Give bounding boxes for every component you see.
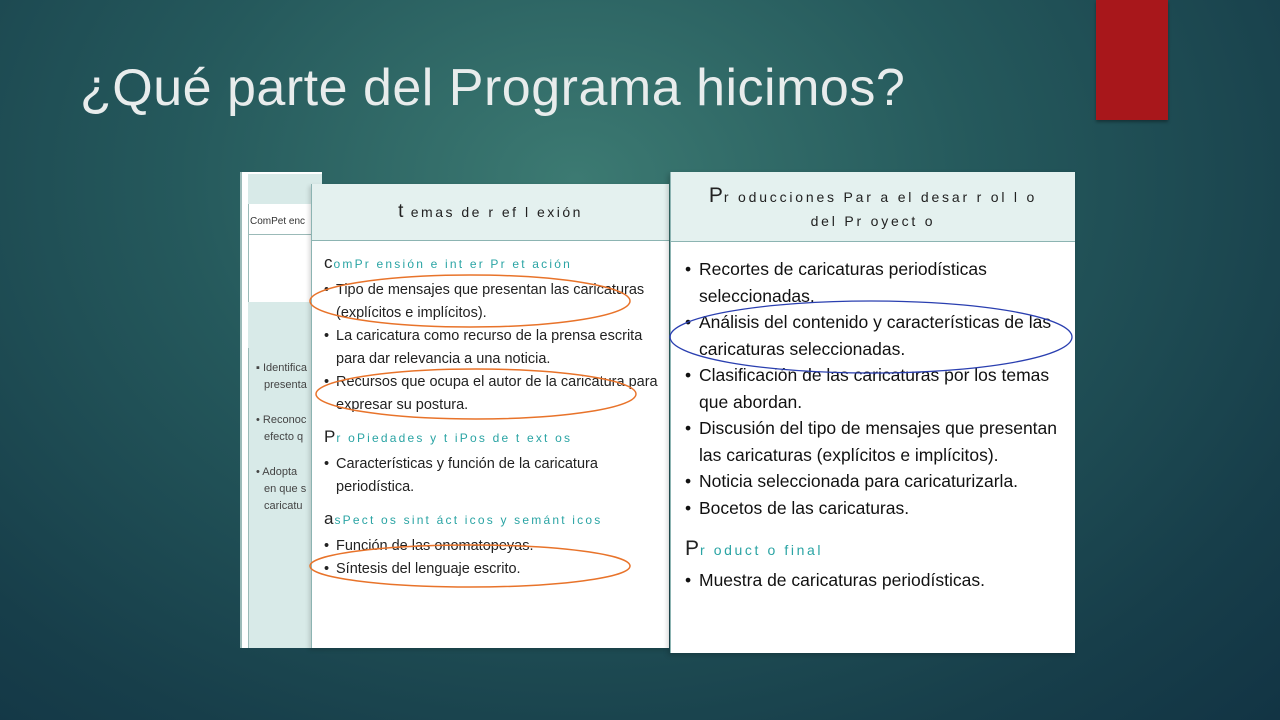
list-item: • Bocetos de las caricaturas.: [685, 495, 1075, 522]
propiedades-list: [324, 453, 669, 499]
temas-reflexion-page: [311, 184, 669, 648]
list-item: • Tipo de mensajes que presentan las caricaturas (explícitos e implícitos).: [324, 279, 669, 325]
back-item: • Reconoc efecto q: [256, 414, 307, 443]
aspectos-list: [324, 535, 669, 581]
list-item: • Recortes de caricaturas periodísticas seleccionadas.: [685, 256, 1075, 309]
accent-bar: [1096, 0, 1168, 120]
temas-header: [312, 184, 669, 241]
producciones-page: [670, 172, 1075, 653]
list-item: • Función de las onomatopeyas.: [324, 535, 669, 558]
list-item: • Recursos que ocupa el autor de la caricatura para expresar su postura.: [324, 371, 669, 417]
list-item: • Discusión del tipo de mensajes que presentan las caricaturas (explícitos e implícitos).: [685, 415, 1075, 468]
list-item: • Noticia seleccionada para caricaturizarla.: [685, 468, 1075, 495]
back-item: • Adopta en que s caricatu: [256, 466, 307, 512]
producto-final-list: [685, 567, 1075, 594]
section-heading-propiedades: Pr oPiedades y t iPos de t ext os: [324, 427, 573, 446]
program-page-back: [240, 172, 322, 648]
temas-header-text: t emas de r ef l exión: [398, 201, 583, 222]
producciones-list: [685, 256, 1075, 521]
producciones-header: Pr oducciones Par a el desar r ol l o del Pr oyect o: [671, 172, 1075, 242]
list-item: • Síntesis del lenguaje escrito.: [324, 558, 669, 581]
section-heading-comprension: comPr ensión e int er Pr et ación: [324, 253, 572, 272]
list-item: • Muestra de caricaturas periodísticas.: [685, 567, 1075, 594]
competencias-label: ComPet enc: [250, 216, 306, 227]
list-item: • La caricatura como recurso de la prensa escrita para dar relevancia a una noticia.: [324, 325, 669, 371]
comprension-list: [324, 279, 669, 417]
section-heading-aspectos: asPect os sint áct icos y semánt icos: [324, 509, 603, 528]
back-item: ▪ Identifica presenta: [256, 362, 307, 391]
producto-final-heading: Pr oduct o final: [685, 537, 824, 560]
list-item: • Análisis del contenido y características de las caricaturas seleccionadas.: [685, 309, 1075, 362]
list-item: • Características y función de la caricatura periodística.: [324, 453, 669, 499]
list-item: • Clasificación de las caricaturas por los temas que abordan.: [685, 362, 1075, 415]
slide-title: ¿Qué parte del Programa hicimos?: [80, 59, 906, 117]
